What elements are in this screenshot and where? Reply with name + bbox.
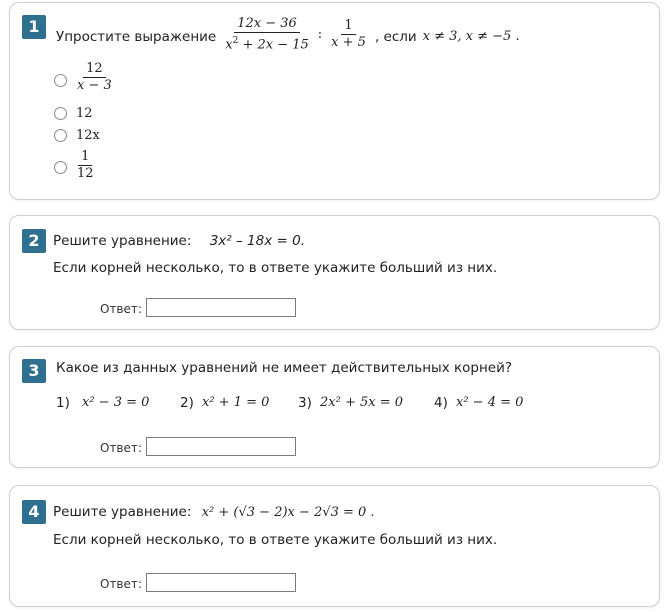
answer-input[interactable] (146, 437, 296, 456)
option-fraction (74, 149, 97, 182)
fraction-numerator: 12x − 36 (234, 16, 300, 33)
prompt-text: Упростите выражение (56, 28, 217, 45)
option-2: 12 (76, 106, 93, 121)
choice-equation-2: x² + 1 = 0 (202, 395, 270, 410)
prompt-text: Решите уравнение: (53, 233, 192, 249)
question-number-badge: 2 (22, 229, 46, 253)
prompt-text: Решите уравнение: (53, 504, 192, 520)
question-number-badge: 4 (22, 500, 46, 524)
fraction-denominator: x − 3 (77, 78, 112, 93)
question-note: Если корней несколько, то в ответе укажите больший из них. (53, 532, 498, 548)
answer-label: Ответ: (100, 441, 142, 455)
option-radio-1[interactable] (54, 74, 67, 87)
equation: 3x² – 18x = 0. (209, 233, 305, 249)
equation: x² + (√3 − 2)x − 2√3 = 0 . (201, 505, 375, 520)
question-card-2 (9, 215, 660, 330)
answer-label: Ответ: (100, 302, 142, 316)
question-number-badge: 1 (22, 15, 46, 39)
choice-label-2: 2) (180, 395, 194, 411)
option-fraction (74, 61, 115, 94)
option-3: 12x (76, 128, 100, 143)
condition-expression: x ≠ 3, x ≠ −5 . (422, 29, 520, 45)
fraction-numerator: 1 (341, 18, 355, 35)
question-prompt (53, 233, 305, 249)
question-prompt (53, 504, 375, 520)
option-1 (74, 61, 115, 94)
question-prompt: Какое из данных уравнений не имеет действительных корней? (56, 360, 513, 376)
choice-label-1: 1) (56, 395, 70, 411)
fraction-denominator: x + 5 (331, 35, 366, 51)
option-radio-2[interactable] (54, 107, 67, 120)
fraction-denominator: 12 (77, 166, 94, 181)
question-card-3 (9, 346, 660, 468)
division-colon: : (317, 27, 323, 43)
choice-equation-3: 2x² + 5x = 0 (320, 395, 404, 410)
option-radio-3[interactable] (54, 129, 67, 142)
choice-label-4: 4) (434, 395, 448, 411)
question-note: Если корней несколько, то в ответе укажите больший из них. (53, 260, 498, 276)
answer-label: Ответ: (100, 577, 142, 591)
expression-fraction-2 (328, 18, 369, 51)
condition-word: , если (374, 28, 417, 45)
choice-label-3: 3) (298, 395, 312, 411)
fraction-denominator: $x^2 + 2x - 15$ (225, 36, 309, 53)
answer-input[interactable] (146, 573, 296, 592)
fraction-numerator: 1 (78, 149, 92, 166)
question-card-1 (9, 2, 660, 200)
expression-fraction-1 (222, 16, 312, 53)
choice-equation-1: x² − 3 = 0 (82, 395, 150, 410)
choice-equation-4: x² − 4 = 0 (456, 395, 524, 410)
question-card-4 (9, 485, 660, 607)
question-prompt (56, 16, 520, 53)
fraction-numerator: 12 (83, 61, 106, 78)
answer-input[interactable] (146, 298, 296, 317)
question-number-badge: 3 (22, 359, 46, 383)
option-4 (74, 149, 97, 182)
option-radio-4[interactable] (54, 161, 67, 174)
